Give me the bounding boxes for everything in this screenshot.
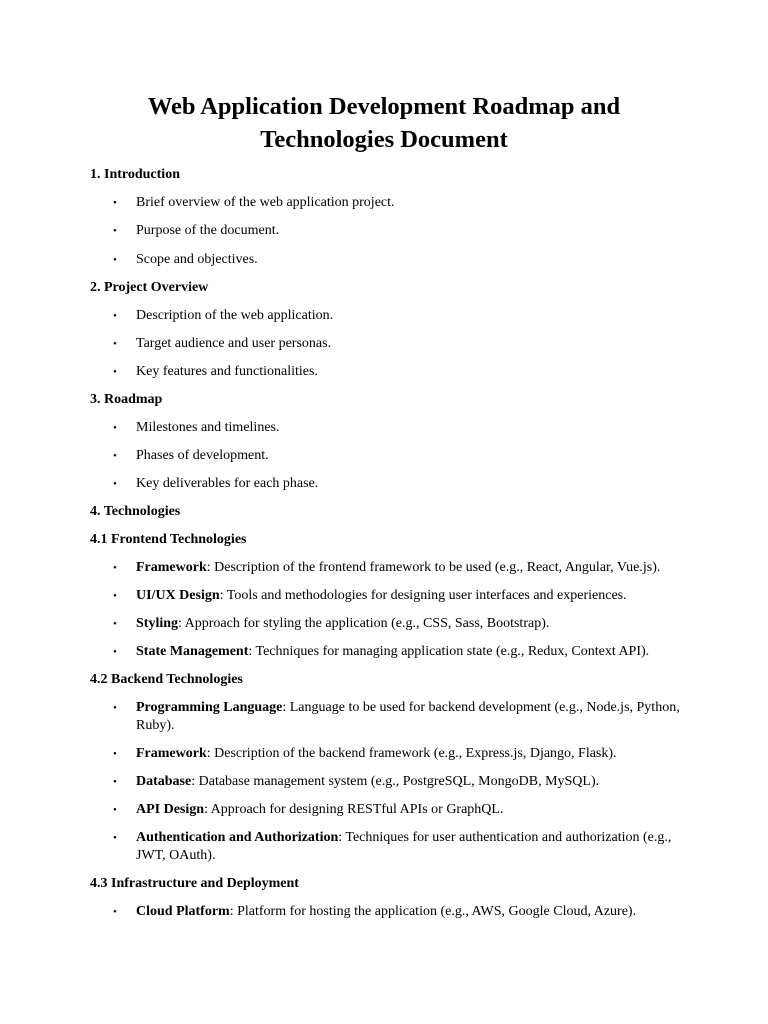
list-item-term: Database — [136, 774, 192, 789]
list-item-text: Description of the web application. — [136, 308, 334, 323]
list-item — [113, 307, 681, 325]
list-item-text: : Techniques for user authentication and authorization (e.g., JWT, OAuth). — [136, 830, 672, 863]
list-item-term: API Design — [136, 802, 205, 817]
section-heading-frontend: 4.1 Frontend Technologies — [90, 532, 247, 547]
list-item — [113, 447, 681, 465]
list-item-text: : Description of the backend framework (e.g., Express.js, Django, Flask). — [206, 746, 617, 761]
list-item-text: : Techniques for managing application state (e.g., Redux, Context API). — [248, 644, 650, 659]
bullet-icon: • — [113, 310, 117, 322]
list-item — [113, 222, 681, 240]
list-item-term: Styling — [136, 616, 179, 631]
list-item — [113, 251, 681, 269]
list-item — [113, 194, 681, 212]
section-heading-technologies: 4. Technologies — [90, 504, 181, 519]
list-item — [113, 475, 681, 493]
list-item — [113, 643, 681, 661]
list-item — [113, 829, 681, 865]
list-item-text: : Description of the frontend framework to be used (e.g., React, Angular, Vue.js). — [206, 560, 661, 575]
list-item — [113, 801, 681, 819]
list-item-text: : Approach for styling the application (e.g., CSS, Sass, Bootstrap). — [178, 616, 550, 631]
list-item — [113, 903, 681, 921]
bullet-icon: • — [113, 618, 117, 630]
list-item — [113, 745, 681, 763]
list-item-text: : Database management system (e.g., PostgreSQL, MongoDB, MySQL). — [191, 774, 600, 789]
bullet-icon: • — [113, 590, 117, 602]
list-item-text: : Approach for designing RESTful APIs or GraphQL. — [204, 802, 504, 817]
list-item-text: Milestones and timelines. — [136, 420, 280, 435]
bullet-icon: • — [113, 450, 117, 462]
list-item-text: : Tools and methodologies for designing user interfaces and experiences. — [219, 588, 627, 603]
section-heading-project-overview: 2. Project Overview — [90, 280, 209, 295]
list-item-term: State Management — [136, 644, 249, 659]
bullet-icon: • — [113, 422, 117, 434]
list-item-term: UI/UX Design — [136, 588, 220, 603]
bullet-icon: • — [113, 776, 117, 788]
list-item — [113, 335, 681, 353]
list-item-text: Scope and objectives. — [136, 252, 258, 267]
list-item-term: Framework — [136, 560, 207, 575]
list-item-text: : Language to be used for backend development (e.g., Node.js, Python, Ruby). — [136, 700, 680, 733]
list-item-text: Brief overview of the web application project. — [136, 195, 395, 210]
section-heading-infrastructure: 4.3 Infrastructure and Deployment — [90, 876, 299, 891]
list-item-term: Framework — [136, 746, 207, 761]
bullet-icon: • — [113, 338, 117, 350]
list-item-term: Authentication and Authorization — [136, 830, 339, 845]
list-item — [113, 363, 681, 381]
list-item-text: Key features and functionalities. — [136, 364, 318, 379]
bullet-icon: • — [113, 748, 117, 760]
section-heading-backend: 4.2 Backend Technologies — [90, 672, 243, 687]
section-heading-introduction: 1. Introduction — [90, 167, 180, 182]
bullet-icon: • — [113, 804, 117, 816]
bullet-icon: • — [113, 254, 117, 266]
bullet-icon: • — [113, 478, 117, 490]
bullet-icon: • — [113, 197, 117, 209]
list-item-term: Programming Language — [136, 700, 283, 715]
section-heading-roadmap: 3. Roadmap — [90, 392, 163, 407]
list-item — [113, 615, 681, 633]
bullet-icon: • — [113, 646, 117, 658]
list-item — [113, 587, 681, 605]
bullet-icon: • — [113, 366, 117, 378]
bullet-icon: • — [113, 225, 117, 237]
list-item — [113, 773, 681, 791]
list-item — [113, 699, 681, 735]
list-item — [113, 559, 681, 577]
bullet-icon: • — [113, 702, 117, 714]
bullet-icon: • — [113, 832, 117, 844]
list-item-term: Cloud Platform — [136, 904, 230, 919]
list-item-text: Target audience and user personas. — [136, 336, 332, 351]
bullet-icon: • — [113, 906, 117, 918]
list-item — [113, 419, 681, 437]
bullet-icon: • — [113, 562, 117, 574]
document-title: Web Application Development Roadmap and Technologies Document — [147, 93, 621, 153]
list-item-text: Key deliverables for each phase. — [136, 476, 319, 491]
list-item-text: : Platform for hosting the application (e.g., AWS, Google Cloud, Azure). — [229, 904, 637, 919]
list-item-text: Phases of development. — [136, 448, 269, 463]
list-item-text: Purpose of the document. — [136, 223, 280, 238]
